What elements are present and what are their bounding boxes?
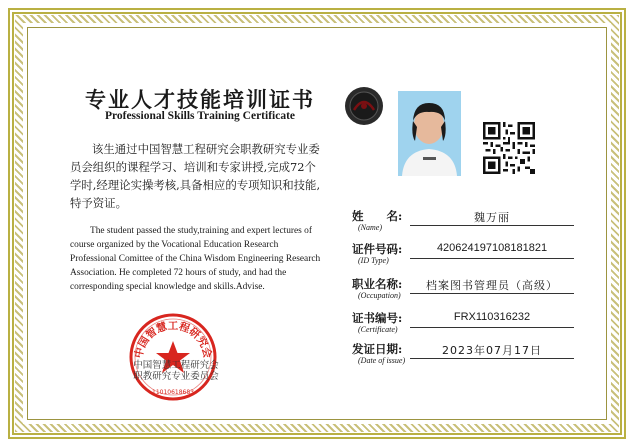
person-icon [398,91,461,176]
seal-code: 11010618683 [152,389,194,396]
seal-caption [108,360,244,382]
body-text-en: The student passed the study,training and expert lectures of course organized by the Vocational Education Research Professional Comittee of the China Wisdom Engineering Research Association. He completed 72 hours of study, and had the corresponding special knowledge and skills.Advise. [70,226,321,292]
body-text-cn: 该生通过中国智慧工程研究会职教研究专业委员会组织的课程学习、培训和专家讲授,完成72个学时,经理论实操考核,具备相应的专项知识和技能,特予资证。 [70,142,321,210]
seal-caption-line2: 职教研究专业委员会 [133,371,219,382]
field-value: 档案图书管理员（高级） [426,279,558,292]
field-occupation [352,276,582,306]
underline [410,327,574,328]
emblem-badge-icon [344,86,384,126]
seal-caption-line1: 中国智慧工程研究会 [133,360,219,371]
field-id-number [352,241,582,271]
field-sublabel: (ID Type) [358,256,389,265]
certificate-title-cn: 专业人才技能培训证书 [85,87,315,112]
underline [410,225,574,226]
field-issue-date [352,341,582,371]
field-sublabel: (Date of issue) [358,356,406,365]
field-label: 发证日期: [352,342,403,356]
official-seal-icon [128,312,218,402]
field-label: 职业名称: [352,277,403,291]
field-value: FRX110316232 [453,311,531,323]
field-label: 证件号码: [352,242,403,256]
seal-ring-text: 中国智慧工程研究会 [132,320,214,360]
field-name [352,208,582,238]
field-value: 魏万丽 [474,211,510,224]
qr-code-icon [483,122,535,174]
field-label: 姓 名: [352,209,403,223]
field-value: 420624197108181821 [436,242,548,254]
underline [410,358,574,359]
underline [410,258,574,259]
underline [410,293,574,294]
field-certificate-number [352,310,582,340]
field-value: 2023年07月17日 [442,344,542,357]
field-sublabel: (Occupation) [358,291,401,300]
field-sublabel: (Name) [358,223,382,232]
certificate-title-en: Professional Skills Training Certificate [104,110,296,122]
field-sublabel: (Certificate) [358,325,398,334]
field-label: 证书编号: [352,311,403,325]
portrait-photo [398,91,461,176]
